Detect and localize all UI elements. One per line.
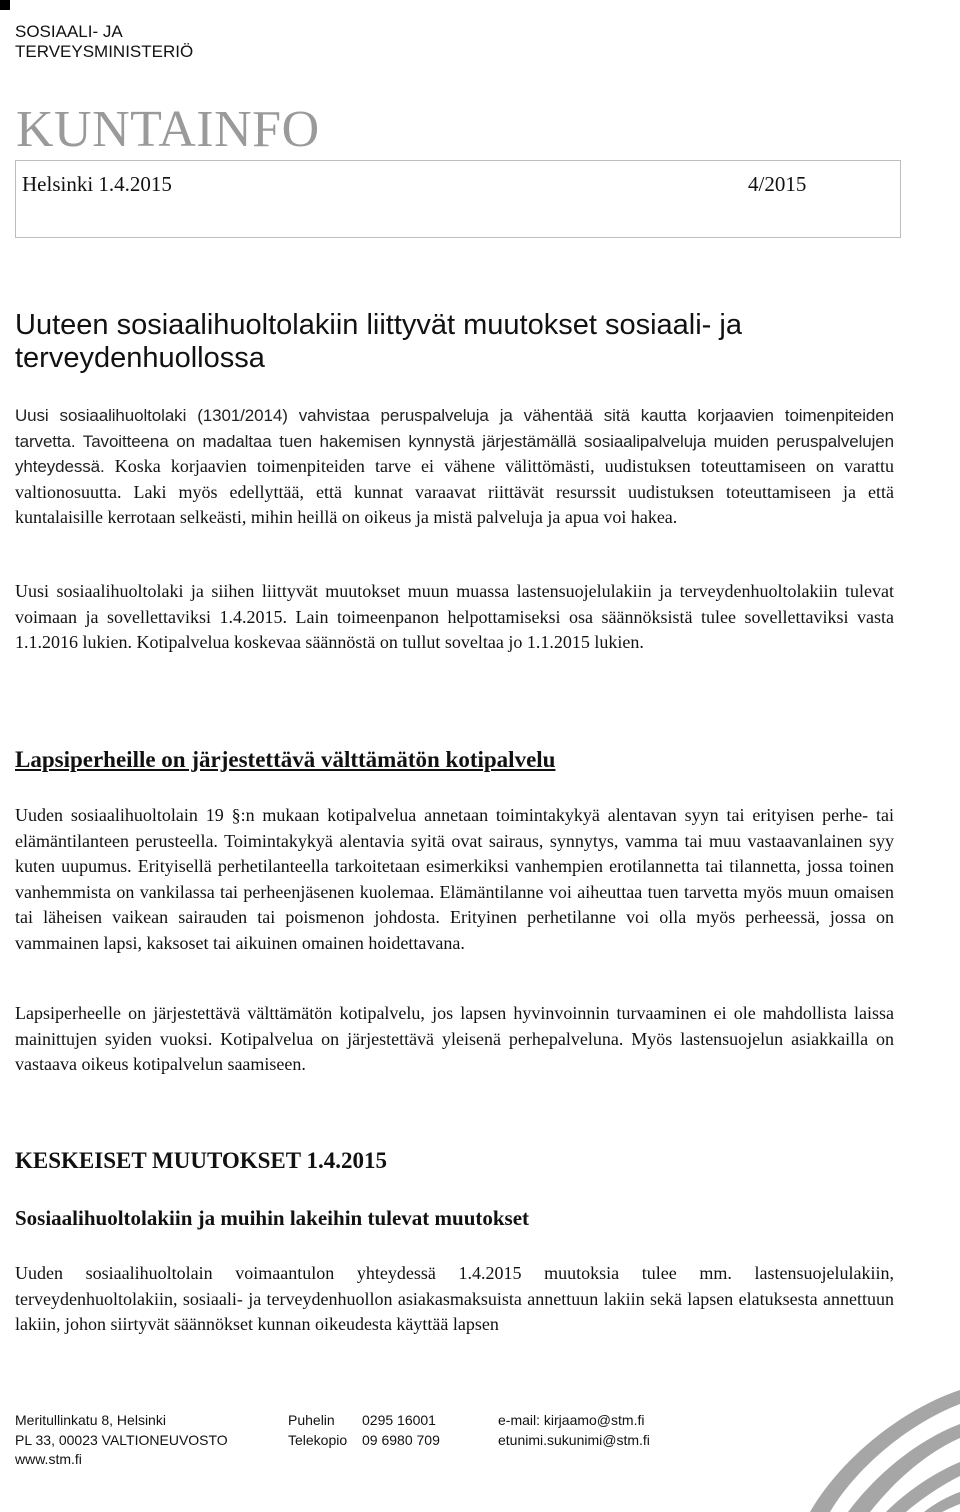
intro-paragraph	[15, 403, 894, 531]
footer-fax-label: Telekopio	[288, 1431, 348, 1448]
ministry-name-line2: TERVEYSMINISTERIÖ	[15, 42, 194, 61]
footer-email-link[interactable]: e-mail: kirjaamo@stm.fi	[498, 1412, 645, 1428]
keskeiset-paragraph-1: Uuden sosiaalihuoltolain voimaantulon yhteydessä 1.4.2015 muutoksia tulee mm. lastensuojelulakiin, terveydenhuoltolakiin, sosiaali- ja terveydenhuollon asiakasmaksuista annettuun lakiin sekä lapsen elatuksesta annettuun lakiin, johon siirtyvät säännökset kunnan oikeudesta käyttää lapsen	[15, 1263, 894, 1334]
article-title-line1: Uuteen sosiaalihuoltolakiin liittyvät muutokset sosiaali- ja	[15, 309, 742, 341]
footer-address-column	[15, 1411, 228, 1470]
ministry-name-line1: SOSIAALI- JA	[15, 22, 123, 41]
corner-marker	[0, 0, 10, 10]
ministry-name	[15, 22, 193, 62]
section-heading-kotipalvelu: Lapsiperheille on järjestettävä välttämätön kotipalvelu	[15, 747, 556, 772]
section-heading-keskeiset: KESKEISET MUUTOKSET 1.4.2015	[15, 1148, 387, 1173]
issue-info-box	[15, 160, 901, 238]
footer-email-column	[498, 1411, 650, 1450]
footer-street-address: Meritullinkatu 8, Helsinki	[15, 1412, 166, 1428]
footer-phone-label: Puhelin	[288, 1412, 335, 1428]
ministry-logo-swoosh	[800, 1380, 960, 1512]
article-title	[15, 309, 915, 375]
footer-postal-address: PL 33, 00023 VALTIONEUVOSTO	[15, 1431, 228, 1448]
issue-date: Helsinki 1.4.2015	[22, 172, 172, 196]
article-title-line2: terveydenhuollossa	[15, 342, 265, 374]
intro-paragraph-part1: Uusi sosiaalihuoltolaki (1301/2014) vahvistaa peruspalveluja ja vähentää sitä kautta korjaavien toimenpiteiden tarvetta. Tavoitteena on madaltaa tuen hakemisen kynnystä järjestämällä sosiaalipalveluja muiden peruspalvelujen yhteydessä.	[15, 406, 894, 476]
footer-phone-row	[288, 1411, 440, 1431]
kotipalvelu-paragraph-2: Lapsiperheelle on järjestettävä välttämätön kotipalvelu, jos lapsen hyvinvoinnin turvaaminen ei ole mahdollista laissa mainittujen syiden vuoksi. Kotipalvelua on järjestettävä yleisenä perhepalveluna. Myös lastensuojelun asiakkailla on vastaava oikeus kotipalvelun saamiseen.	[15, 1003, 894, 1074]
issue-number: 4/2015	[748, 172, 807, 196]
kotipalvelu-paragraph-1: Uuden sosiaalihuoltolain 19 §:n mukaan kotipalvelua annetaan toimintakykyä alentavan syyn tai erityisen perhe- tai elämäntilanteen perusteella. Toimintakykyä alentavia syitä ovat sairaus, synnytys, vamma tai muu vastaavanlainen syy kuten uupumus. Erityisellä perhetilanteella tarkoitetaan esimerkiksi vanhempien erotilannetta tai tilannetta, jossa toinen vanhemmista on vankilassa tai perheenjäsenen kuolemaa. Elämäntilanne voi aiheuttaa tuen tarvetta myös muun omaisen tai läheisen vaikean sairauden tai poismenon johdosta. Erityinen perhetilanne voi olla myös perheessä, jossa on vammainen lapsi, kaksoset tai aikuinen omainen hoidettavana.	[15, 805, 894, 953]
footer-fax-row	[288, 1431, 440, 1451]
footer-fax-number: 09 6980 709	[362, 1431, 440, 1448]
subheading-lakimuutokset: Sosiaalihuoltolakiin ja muihin lakeihin tulevat muutokset	[15, 1206, 530, 1230]
footer-phone-column	[288, 1411, 440, 1450]
footer-email-pattern: etunimi.sukunimi@stm.fi	[498, 1431, 650, 1448]
footer-phone-number: 0295 16001	[362, 1412, 436, 1428]
effective-date-paragraph: Uusi sosiaalihuoltolaki ja siihen liittyvät muutokset muun muassa lastensuojelulakiin ja terveydenhuoltolakiin tulevat voimaan ja sovellettaviksi 1.4.2015. Lain toimeenpanon helpottamiseksi osa säännöksistä tulee sovellettaviksi vasta 1.1.2016 lukien. Kotipalvelua koskevaa säännöstä on tullut soveltaa jo 1.1.2015 lukien.	[15, 581, 894, 652]
masthead-title: KUNTAINFO	[16, 101, 320, 158]
intro-paragraph-part2: Koska korjaavien toimenpiteiden tarve ei vähene välittömästi, uudistuksen toteuttamiseen on varattu valtionosuutta. Laki myös edellyttää, että kunnat varaavat riittävät resurssit uudistuksen toteuttamiseen ja että kuntalaisille kerrotaan selkeästi, mihin heillä on oikeus ja mistä palveluja ja apua voi hakea.	[15, 456, 895, 527]
footer-website-link[interactable]: www.stm.fi	[15, 1451, 82, 1467]
